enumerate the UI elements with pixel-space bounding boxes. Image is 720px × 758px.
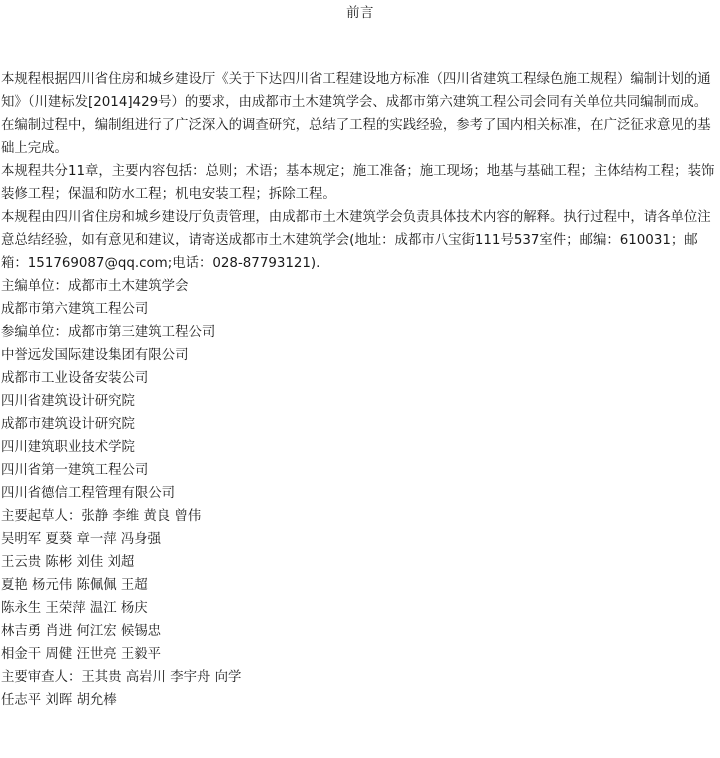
chief-editor-unit-2: 成都市第六建筑工程公司 <box>1 302 149 317</box>
participating-unit-5: 成都市建筑设计研究院 <box>1 417 135 432</box>
chief-editor-unit: 主编单位：成都市土木建筑学会 <box>1 279 189 294</box>
drafters-line-4: 夏艳 杨元伟 陈佩佩 王超 <box>1 578 148 593</box>
spacer <box>0 25 720 68</box>
participating-unit-4: 四川省建筑设计研究院 <box>1 394 135 409</box>
participating-unit-6: 四川建筑职业技术学院 <box>1 440 135 455</box>
document-body <box>0 68 720 712</box>
drafters-line-3: 王云贵 陈彬 刘佳 刘超 <box>1 555 135 570</box>
drafters-line-2: 吴明军 夏葵 章一萍 冯身强 <box>1 532 162 547</box>
drafters-line-1: 主要起草人：张静 李维 黄良 曾伟 <box>1 509 202 524</box>
drafters-line-5: 陈永生 王荣萍 温江 杨庆 <box>1 601 148 616</box>
participating-unit-2: 中誉远发国际建设集团有限公司 <box>1 348 189 363</box>
paragraph-process: 在编制过程中，编制组进行了广泛深入的调查研究，总结了工程的实践经验，参考了国内相关标准，在广泛征求意见的基础上完成。 <box>1 118 711 156</box>
paragraph-basis: 本规程根据四川省住房和城乡建设厅《关于下达四川省工程建设地方标准（四川省建筑工程绿色施工规程）编制计划的通知》（川建标发[2014]429号）的要求，由成都市土木建筑学会、成都市第六建筑工程公司会同有关单位共同编制而成。 <box>1 72 711 110</box>
reviewers-line-2: 任志平 刘晖 胡允棒 <box>1 693 117 708</box>
paragraph-contents: 本规程共分11章，主要内容包括：总则；术语；基本规定；施工准备；施工现场；地基与基础工程；主体结构工程；装饰装修工程；保温和防水工程；机电安装工程；拆除工程。 <box>1 164 715 202</box>
participating-unit-3: 成都市工业设备安装公司 <box>1 371 149 386</box>
participating-unit: 参编单位：成都市第三建筑工程公司 <box>1 325 216 340</box>
drafters-line-6: 林吉勇 肖进 何江宏 候锡忠 <box>1 624 162 639</box>
participating-unit-8: 四川省德信工程管理有限公司 <box>1 486 176 501</box>
paragraph-management: 本规程由四川省住房和城乡建设厅负责管理，由成都市土木建筑学会负责具体技术内容的解释。执行过程中，请各单位注意总结经验，如有意见和建议，请寄送成都市土木建筑学会(地址：成都市八宝街111号537室件；邮编：610031；邮箱：151769087@qq.com;电话：028-87793121). <box>1 210 711 271</box>
participating-unit-7: 四川省第一建筑工程公司 <box>1 463 149 478</box>
drafters-line-7: 相金干 周健 汪世亮 王毅平 <box>1 647 162 662</box>
page-title: 前言 <box>346 6 374 21</box>
reviewers-line-1: 主要审查人：王其贵 高岩川 李宇舟 向学 <box>1 670 242 685</box>
